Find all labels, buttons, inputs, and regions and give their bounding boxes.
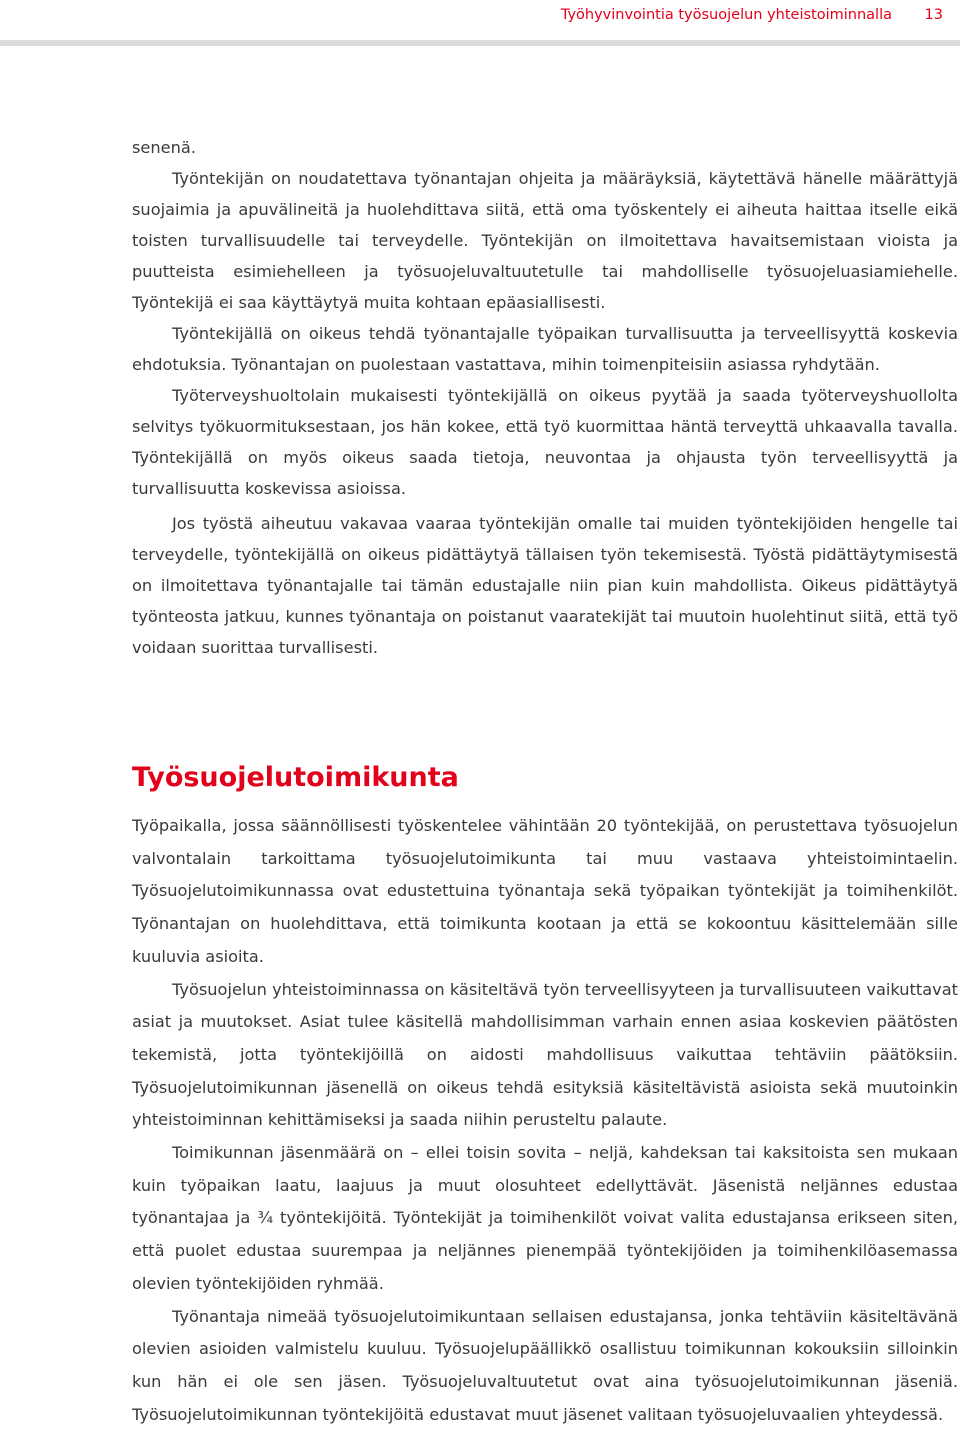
section-heading: Työsuojelutoimikunta: [132, 762, 459, 793]
paragraph-committee-size: Toimikunnan jäsenmäärä on – ellei toisin sovita – neljä, kahdeksan tai kaksitoista sen mukaan kuin työpaikan laatu, laajuus ja muut olosuhteet edellyttävät. Jäsenistä neljännes edustaa työnantajaa ja ¾ työntekijöitä. Työntekijät ja toimihenkilöt voivat valita edustajansa erikseen siten, että puolet edustaa suurempaa ja neljännes pienempää työntekijöiden ja toimihenkilöasemassa olevien työntekijöiden ryhmää.: [132, 1143, 958, 1293]
paragraph-occupational-health: Työterveyshuoltolain mukaisesti työntekijällä on oikeus pyytää ja saada työterveyshuollolta selvitys työkuormituksestaan, jos hän kokee, että työ kuormittaa häntä terveyttä uhkaavalla tavalla. Työntekijällä on myös oikeus saada tietoja, neuvontaa ja ohjausta työn terveellisyyttä ja turvallisuutta koskevissa asioissa.: [132, 386, 958, 498]
paragraph-committee-requirement: Työpaikalla, jossa säännöllisesti työskentelee vähintään 20 työntekijää, on perustettava työsuojelun valvontalain tarkoittama työsuojelutoimikunta tai muu vastaava yhteistoimintaelin. Työsuojelutoimikunnassa ovat edustettuina työnantaja sekä työpaikan työntekijät ja toimihenkilöt. Työnantajan on huolehdittava, että toimikunta kootaan ja että se kokoontuu käsittelemään sille kuuluvia asioita.: [132, 816, 958, 966]
running-header-title: Työhyvinvointia työsuojelun yhteistoiminnalla: [560, 7, 892, 23]
paragraph-committee-topics: Työsuojelun yhteistoiminnassa on käsiteltävä työn terveellisyyteen ja turvallisuuteen vaikuttavat asiat ja muutokset. Asiat tulee käsitellä mahdollisimman varhain ennen asiaa koskevien päätösten tekemistä, jotta työntekijöillä on aidosti mahdollisuus vaikuttaa tehtäviin päätöksiin. Työsuojelutoimikunnan jäsenellä on oikeus tehdä esityksiä käsiteltävistä asioista sekä muutoinkin yhteistoiminnan kehittämiseksi ja saada niihin perusteltu palaute.: [132, 979, 958, 1130]
header-divider: [0, 40, 960, 46]
body-text-section: [132, 810, 958, 1431]
page-header: [0, 0, 960, 46]
paragraph-committee-members: Työnantaja nimeää työsuojelutoimikuntaan sellaisen edustajansa, jonka tehtäviin käsiteltävänä olevien asioiden valmistelu kuuluu. Työsuojelupäällikkö osallistuu toimikunnan kokouksiin silloinkin kun hän ei ole sen jäsen. Työsuojeluvaltuutetut ovat aina työsuojelutoimikunnan jäseniä. Työsuojelutoimikunnan työntekijöitä edustavat muut jäsenet valitaan työsuojeluvaalien yhteydessä.: [132, 1306, 958, 1424]
paragraph-refusal-right: Jos työstä aiheutuu vakavaa vaaraa työntekijän omalle tai muiden työntekijöiden hengelle tai terveydelle, työntekijällä on oikeus pidättäytyä tällaisen työn tekemisestä. Työstä pidättäytymisestä on ilmoitettava työnantajalle tai tämän edustajalle niin pian kuin mahdollista. Oikeus pidättäytyä työnteosta jatkuu, kunnes työnantaja on poistanut vaaratekijät tai muutoin huolehtinut siitä, että työ voidaan suorittaa turvallisesti.: [132, 514, 958, 657]
paragraph-employee-duties: Työntekijän on noudatettava työnantajan ohjeita ja määräyksiä, käytettävä hänelle määrättyjä suojaimia ja apuvälineitä ja huolehdittava siitä, että oma työskentely ei aiheuta haittaa itselle eikä toisten turvallisuudelle tai terveydelle. Työntekijän on ilmoitettava havaitsemistaan vioista ja puutteista esimiehelleen ja työsuojeluvaltuutetulle tai mahdolliselle työsuojeluasiamiehelle. Työntekijä ei saa käyttäytyä muita kohtaan epäasiallisesti.: [132, 169, 958, 312]
body-text-upper: [132, 132, 958, 663]
paragraph-employee-proposals: Työntekijällä on oikeus tehdä työnantajalle työpaikan turvallisuutta ja terveellisyyttä koskevia ehdotuksia. Työnantajan on puolestaan vastattava, mihin toimenpiteisiin asiassa ryhdytään.: [132, 324, 958, 374]
paragraph-continuation: senenä.: [132, 138, 196, 157]
page-number: 13: [924, 7, 943, 23]
